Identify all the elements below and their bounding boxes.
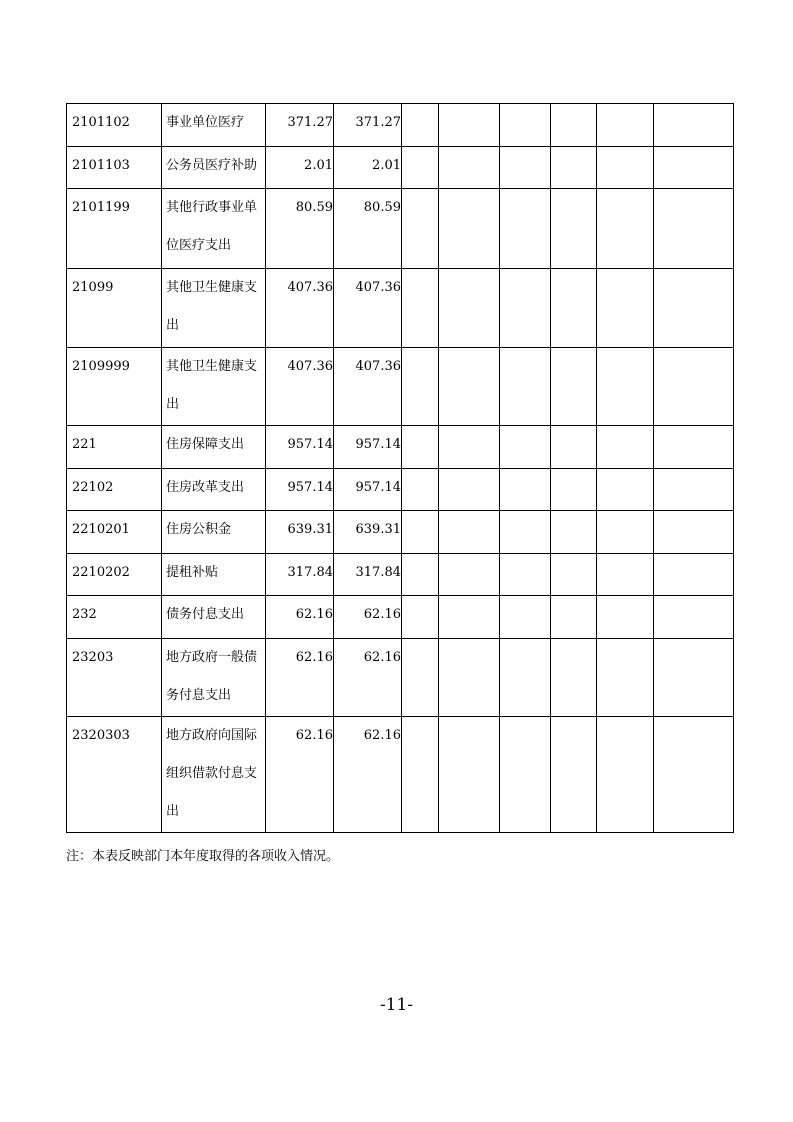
empty-cell xyxy=(654,511,734,554)
code-cell: 232 xyxy=(67,596,162,639)
empty-cell xyxy=(402,639,439,717)
empty-cell xyxy=(551,426,597,469)
table-row xyxy=(67,469,734,511)
total-cell: 80.59 xyxy=(266,189,334,269)
empty-cell xyxy=(500,269,551,348)
name-cell: 其他卫生健康支出 xyxy=(162,348,266,426)
total-cell: 407.36 xyxy=(266,348,334,426)
table-row xyxy=(67,269,734,348)
empty-cell xyxy=(402,189,439,269)
basic-cell: 62.16 xyxy=(334,596,402,639)
code-cell: 2109999 xyxy=(67,348,162,426)
empty-cell xyxy=(654,469,734,511)
basic-cell: 639.31 xyxy=(334,511,402,554)
empty-cell xyxy=(597,189,654,269)
table-row xyxy=(67,426,734,469)
empty-cell xyxy=(500,639,551,717)
empty-cell xyxy=(439,469,500,511)
table-row xyxy=(67,189,734,269)
empty-cell xyxy=(597,147,654,189)
empty-cell xyxy=(551,189,597,269)
empty-cell xyxy=(500,554,551,596)
total-cell: 639.31 xyxy=(266,511,334,554)
empty-cell xyxy=(654,189,734,269)
table-row xyxy=(67,596,734,639)
empty-cell xyxy=(654,269,734,348)
basic-cell: 371.27 xyxy=(334,104,402,147)
name-cell: 事业单位医疗 xyxy=(162,104,266,147)
empty-cell xyxy=(597,269,654,348)
basic-cell: 2.01 xyxy=(334,147,402,189)
name-cell: 住房改革支出 xyxy=(162,469,266,511)
empty-cell xyxy=(551,554,597,596)
table-body xyxy=(67,104,734,833)
empty-cell xyxy=(551,639,597,717)
total-cell: 407.36 xyxy=(266,269,334,348)
basic-cell: 80.59 xyxy=(334,189,402,269)
page-number: -11- xyxy=(379,995,414,1015)
total-cell: 2.01 xyxy=(266,147,334,189)
table-row xyxy=(67,147,734,189)
basic-cell: 317.84 xyxy=(334,554,402,596)
empty-cell xyxy=(439,426,500,469)
empty-cell xyxy=(500,596,551,639)
code-cell: 22102 xyxy=(67,469,162,511)
total-cell: 62.16 xyxy=(266,717,334,833)
empty-cell xyxy=(597,717,654,833)
code-cell: 2210202 xyxy=(67,554,162,596)
income-table xyxy=(66,103,734,833)
table-row xyxy=(67,554,734,596)
empty-cell xyxy=(500,104,551,147)
empty-cell xyxy=(402,426,439,469)
empty-cell xyxy=(439,596,500,639)
total-cell: 957.14 xyxy=(266,426,334,469)
empty-cell xyxy=(500,717,551,833)
empty-cell xyxy=(402,511,439,554)
empty-cell xyxy=(597,104,654,147)
name-cell: 地方政府一般债务付息支出 xyxy=(162,639,266,717)
basic-cell: 957.14 xyxy=(334,469,402,511)
empty-cell xyxy=(551,348,597,426)
basic-cell: 62.16 xyxy=(334,639,402,717)
empty-cell xyxy=(654,596,734,639)
table-row xyxy=(67,717,734,833)
name-cell: 债务付息支出 xyxy=(162,596,266,639)
empty-cell xyxy=(551,596,597,639)
empty-cell xyxy=(597,426,654,469)
code-cell: 2101103 xyxy=(67,147,162,189)
name-cell: 公务员医疗补助 xyxy=(162,147,266,189)
code-cell: 2210201 xyxy=(67,511,162,554)
table-row xyxy=(67,348,734,426)
empty-cell xyxy=(597,511,654,554)
empty-cell xyxy=(654,639,734,717)
code-cell: 23203 xyxy=(67,639,162,717)
code-cell: 221 xyxy=(67,426,162,469)
basic-cell: 407.36 xyxy=(334,348,402,426)
empty-cell xyxy=(439,269,500,348)
code-cell: 2320303 xyxy=(67,717,162,833)
empty-cell xyxy=(402,717,439,833)
empty-cell xyxy=(500,469,551,511)
empty-cell xyxy=(551,269,597,348)
empty-cell xyxy=(654,147,734,189)
empty-cell xyxy=(500,426,551,469)
empty-cell xyxy=(402,596,439,639)
total-cell: 62.16 xyxy=(266,596,334,639)
basic-cell: 407.36 xyxy=(334,269,402,348)
name-cell: 提租补贴 xyxy=(162,554,266,596)
empty-cell xyxy=(439,639,500,717)
total-cell: 62.16 xyxy=(266,639,334,717)
empty-cell xyxy=(439,348,500,426)
name-cell: 住房保障支出 xyxy=(162,426,266,469)
table-row xyxy=(67,639,734,717)
total-cell: 371.27 xyxy=(266,104,334,147)
name-cell: 其他行政事业单位医疗支出 xyxy=(162,189,266,269)
empty-cell xyxy=(500,348,551,426)
empty-cell xyxy=(551,469,597,511)
empty-cell xyxy=(500,147,551,189)
code-cell: 2101199 xyxy=(67,189,162,269)
total-cell: 317.84 xyxy=(266,554,334,596)
empty-cell xyxy=(500,511,551,554)
empty-cell xyxy=(439,511,500,554)
code-cell: 2101102 xyxy=(67,104,162,147)
empty-cell xyxy=(500,189,551,269)
basic-cell: 62.16 xyxy=(334,717,402,833)
empty-cell xyxy=(402,269,439,348)
empty-cell xyxy=(439,717,500,833)
table-row xyxy=(67,511,734,554)
table-row xyxy=(67,104,734,147)
code-cell: 21099 xyxy=(67,269,162,348)
empty-cell xyxy=(439,554,500,596)
empty-cell xyxy=(551,717,597,833)
total-cell: 957.14 xyxy=(266,469,334,511)
empty-cell xyxy=(439,147,500,189)
name-cell: 其他卫生健康支出 xyxy=(162,269,266,348)
empty-cell xyxy=(654,717,734,833)
empty-cell xyxy=(551,147,597,189)
empty-cell xyxy=(439,104,500,147)
empty-cell xyxy=(402,554,439,596)
empty-cell xyxy=(597,469,654,511)
name-cell: 地方政府向国际组织借款付息支出 xyxy=(162,717,266,833)
basic-cell: 957.14 xyxy=(334,426,402,469)
empty-cell xyxy=(654,348,734,426)
empty-cell xyxy=(439,189,500,269)
empty-cell xyxy=(402,104,439,147)
empty-cell xyxy=(654,426,734,469)
empty-cell xyxy=(597,596,654,639)
empty-cell xyxy=(654,554,734,596)
empty-cell xyxy=(597,554,654,596)
empty-cell xyxy=(402,469,439,511)
empty-cell xyxy=(551,511,597,554)
empty-cell xyxy=(551,104,597,147)
empty-cell xyxy=(597,348,654,426)
table-note: 注：本表反映部门本年度取得的各项收入情况。 xyxy=(66,849,340,864)
empty-cell xyxy=(597,639,654,717)
empty-cell xyxy=(402,147,439,189)
empty-cell xyxy=(402,348,439,426)
name-cell: 住房公积金 xyxy=(162,511,266,554)
empty-cell xyxy=(654,104,734,147)
